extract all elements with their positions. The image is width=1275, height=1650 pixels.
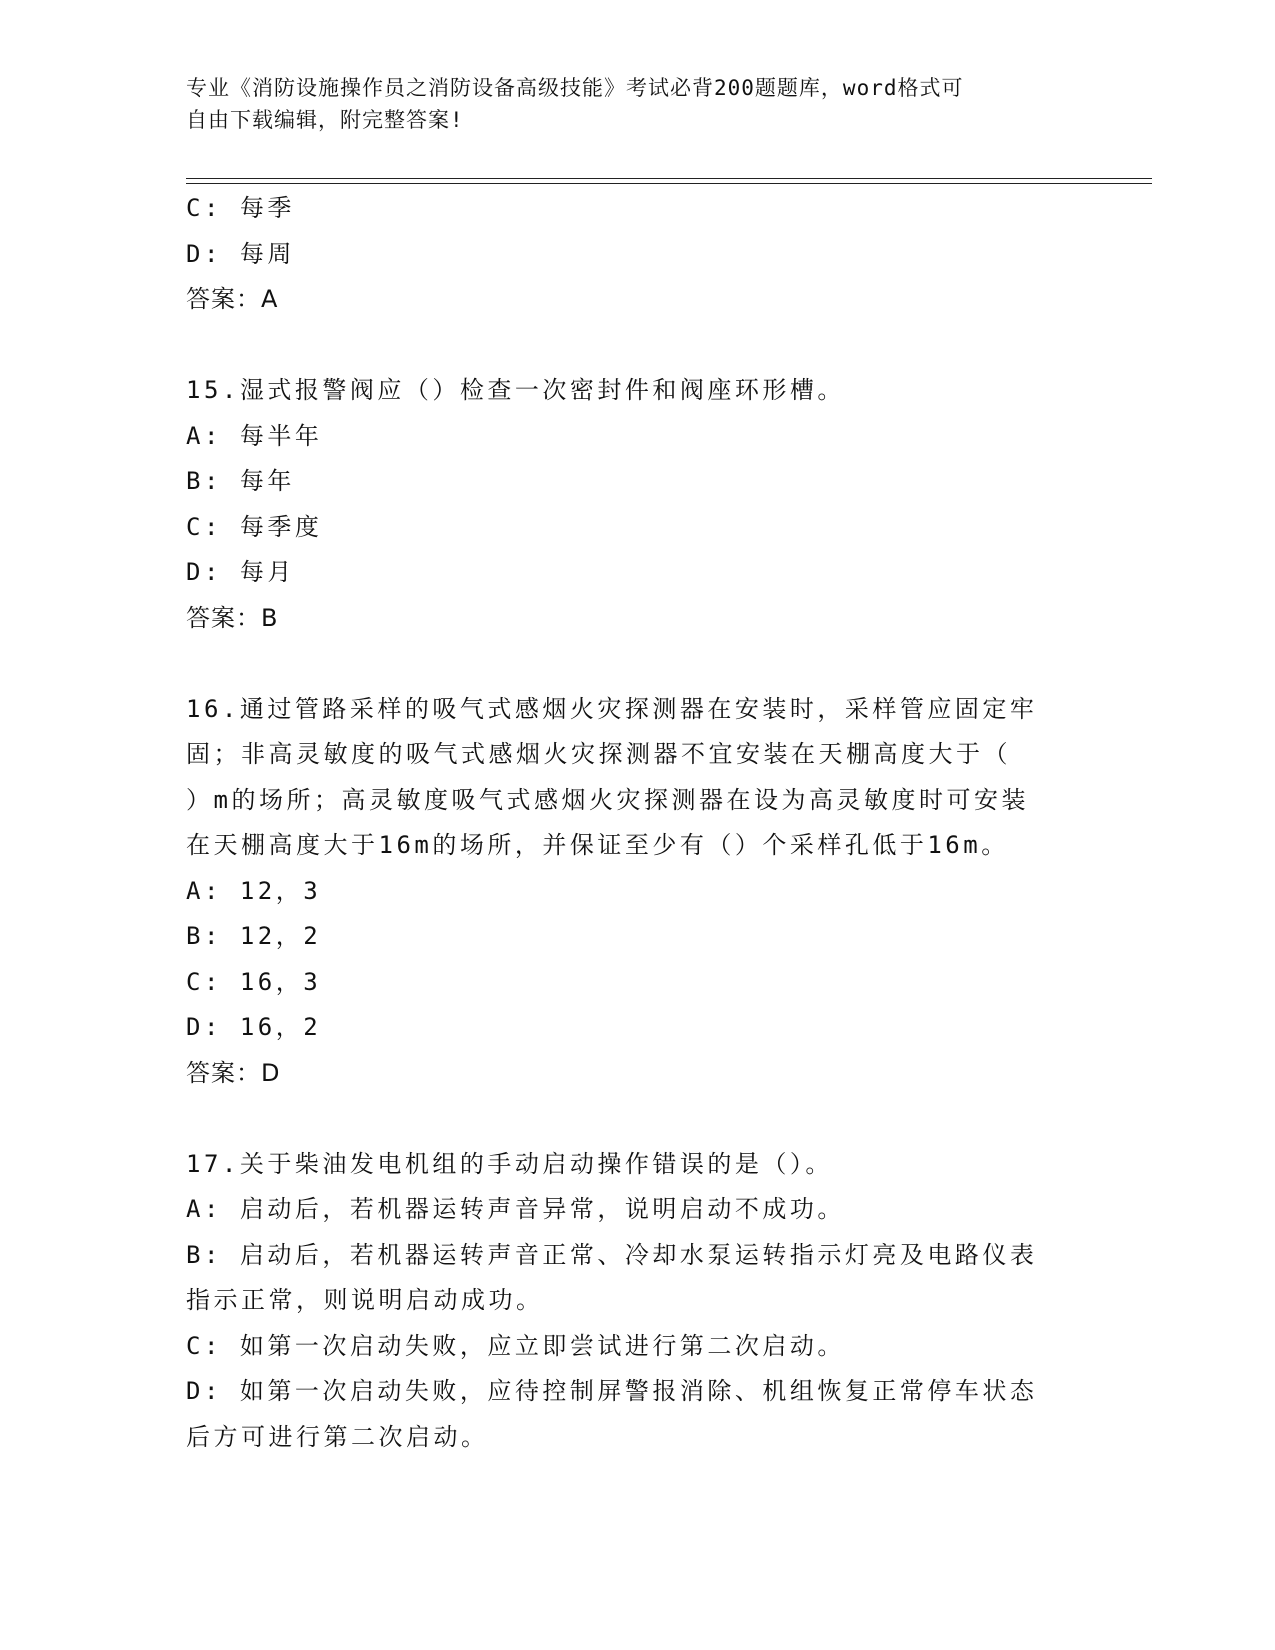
option-c: C: 每季: [186, 194, 295, 222]
option-a: A: 启动后，若机器运转声音异常，说明启动不成功。: [186, 1195, 845, 1223]
question-text-line: ）m的场所；高灵敏度吸气式感烟火灾探测器在设为高灵敏度时可安装: [186, 785, 1029, 814]
question-text-line: 16.通过管路采样的吸气式感烟火灾探测器在安装时，采样管应固定牢: [186, 694, 1038, 723]
question-text-line: 固；非高灵敏度的吸气式感烟火灾探测器不宜安装在天棚高度大于（: [186, 740, 1011, 768]
question-list: [186, 186, 1086, 1460]
option-b: B: 每年: [186, 467, 295, 495]
option-b-line: B: 启动后，若机器运转声音正常、冷却水泵运转指示灯亮及电路仪表: [186, 1240, 1038, 1269]
option-b-line: 指示正常，则说明启动成功。: [186, 1286, 544, 1314]
header-divider-top: [186, 178, 1152, 179]
option-d-line: 后方可进行第二次启动。: [186, 1422, 489, 1451]
question-text: 17.关于柴油发电机组的手动启动操作错误的是（）。: [186, 1149, 833, 1178]
question-text: 15.湿式报警阀应（）检查一次密封件和阀座环形槽。: [186, 376, 845, 404]
question-text-line: 在天棚高度大于16m的场所，并保证至少有（）个采样孔低于16m。: [186, 831, 1009, 859]
answer: 答案：B: [186, 603, 279, 632]
option-d: D: 每周: [186, 239, 295, 268]
question-15: [186, 368, 1086, 641]
answer: 答案：A: [186, 285, 279, 313]
header-divider-bottom: [186, 183, 1152, 184]
header-line-2: 自由下载编辑，附完整答案!: [186, 108, 464, 132]
previous-question-tail: [186, 186, 1086, 323]
option-a: A: 每半年: [186, 421, 323, 450]
option-d: D: 16，2: [186, 1013, 322, 1041]
option-a: A: 12，3: [186, 876, 322, 905]
option-d: D: 每月: [186, 558, 295, 586]
option-d-line: D: 如第一次启动失败，应待控制屏警报消除、机组恢复正常停车状态: [186, 1377, 1038, 1405]
question-17: [186, 1142, 1086, 1461]
answer: 答案：D: [186, 1058, 281, 1087]
option-c: C: 16，3: [186, 967, 322, 996]
document-header: [186, 72, 1066, 136]
option-c: C: 每季度: [186, 512, 323, 541]
header-line-1: 专业《消防设施操作员之消防设备高级技能》考试必背200题题库，word格式可: [186, 76, 964, 100]
option-c: C: 如第一次启动失败，应立即尝试进行第二次启动。: [186, 1331, 845, 1360]
question-16: [186, 687, 1086, 1097]
option-b: B: 12，2: [186, 922, 322, 950]
